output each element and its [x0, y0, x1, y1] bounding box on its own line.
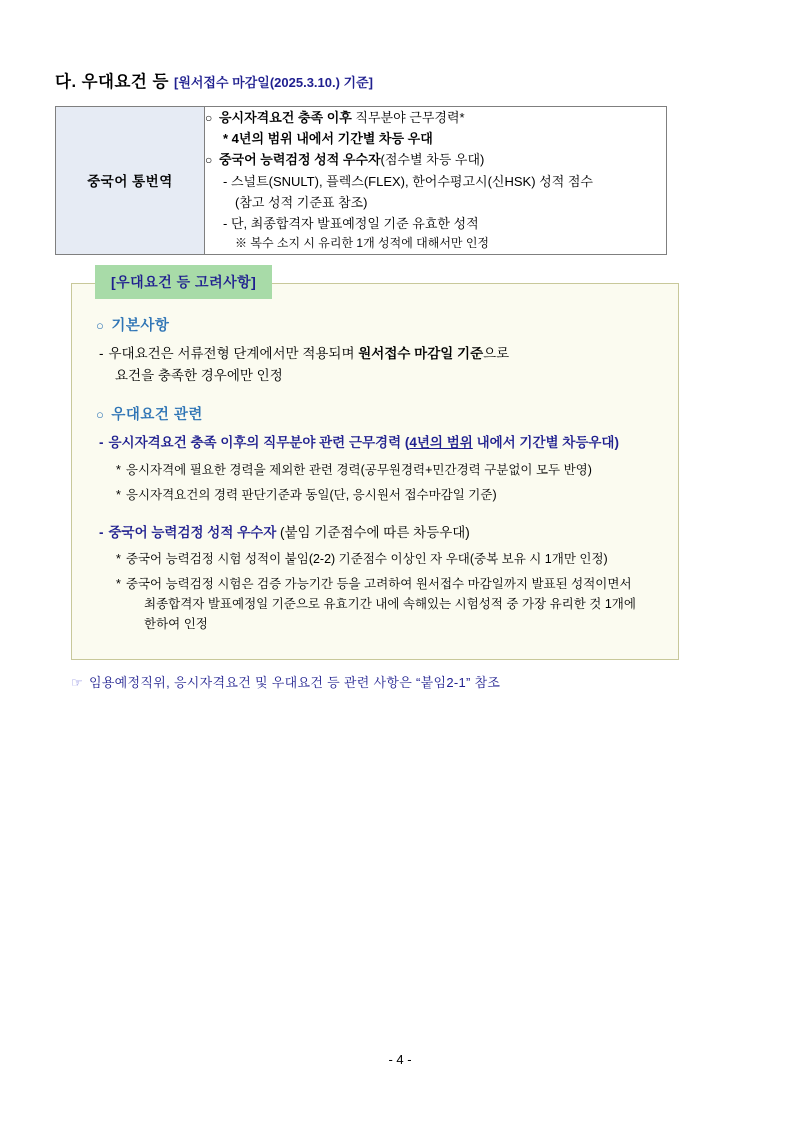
callout-section-heading-preferential: [96, 403, 658, 424]
circle-bullet-icon: ○: [96, 317, 105, 333]
item-2-title-plain: (붙임 기준점수에 따른 차등우대): [276, 524, 470, 540]
table-line-7-text: 복수 소지 시 유리한 1개 성적에 대해서만 인정: [247, 236, 490, 251]
asterisk-marker-icon: *: [116, 462, 121, 477]
item-2-note-1-text: 중국어 능력검정 시험 성적이 붙임(2-2) 기준점수 이상인 자 우대(중복 보유 시 1개만 인정): [125, 552, 608, 567]
callout-body: [71, 283, 679, 661]
table-line-2-text: * 4년의 범위 내에서 기간별 차등 우대: [223, 131, 433, 147]
asterisk-marker-icon: *: [116, 577, 121, 592]
pointing-hand-icon: ☞: [71, 675, 83, 691]
considerations-callout: [71, 273, 679, 661]
table-line-4: [205, 171, 666, 192]
preferential-item-2-note-1: [96, 549, 658, 569]
footnote: [71, 672, 695, 691]
table-line-6: [205, 213, 666, 234]
preferential-item-2-title: [96, 522, 658, 544]
basic-paragraph-pre: 우대요건은 서류전형 단계에서만 적용되며: [108, 345, 359, 361]
preferential-requirements-table: [55, 106, 667, 255]
item-1-note-1-text: 응시자격에 필요한 경력을 제외한 관련 경력(공무원경력+민간경력 구분없이 모두 반영): [125, 462, 592, 477]
callout-section-heading-basic: [96, 314, 658, 335]
circle-bullet-icon: ○: [205, 111, 213, 125]
item-2-note-2-cont-2: 한하여 인정: [144, 617, 208, 632]
dash-marker: -: [99, 435, 104, 451]
table-line-7: [205, 234, 666, 253]
circle-bullet-icon: ○: [205, 153, 213, 168]
callout-tab-label: [우대요건 등 고려사항]: [95, 265, 272, 299]
callout-basic-paragraph: [96, 343, 658, 388]
table-row: [56, 107, 667, 255]
dash-marker: -: [223, 216, 231, 232]
asterisk-marker-icon: *: [116, 487, 121, 502]
table-line-1-rest: 직무분야 근무경력*: [351, 110, 465, 125]
page-number: - 4 -: [388, 1052, 412, 1067]
section-heading: [55, 68, 695, 92]
item-1-title-underline: 4년의 범위: [409, 435, 473, 451]
callout-section-heading-preferential-label: 우대요건 관련: [111, 407, 203, 424]
item-1-title-after: 내에서 기간별 차등우대): [472, 435, 619, 451]
page-content: [55, 68, 695, 691]
section-heading-subtitle: [원서접수 마감일(2025.3.10.) 기준]: [173, 75, 373, 90]
preferential-item-1-note-1: [96, 460, 658, 480]
dash-marker: -: [99, 345, 104, 361]
table-line-3: [205, 149, 666, 170]
basic-paragraph-post: 으로: [483, 345, 510, 361]
preferential-item-1-title: [96, 432, 658, 454]
section-heading-title: 다. 우대요건 등: [55, 73, 169, 91]
table-line-5: [205, 192, 666, 213]
spacer: [96, 510, 658, 522]
item-2-note-2-text: 중국어 능력검정 시험은 검증 가능기간 등을 고려하여 원서접수 마감일까지 발표된 성적이면서: [125, 577, 632, 592]
asterisk-marker-icon: *: [116, 552, 121, 567]
table-line-2: [205, 128, 666, 149]
table-label-cell: 중국어 통번역: [56, 107, 205, 255]
table-line-6-text: 단, 최종합격자 발표예정일 기준 유효한 성적: [230, 216, 479, 232]
reference-mark-icon: ※: [235, 236, 248, 251]
callout-section-heading-basic-label: 기본사항: [111, 317, 170, 334]
item-2-note-2-cont-1: 최종합격자 발표예정일 기준으로 유효기간 내에 속해있는 시험성적 중 가장 유리한 것 1개에: [144, 597, 636, 612]
table-line-4-text: 스널트(SNULT), 플렉스(FLEX), 한어수평고시(신HSK) 성적 점수: [230, 173, 593, 189]
table-line-3-suffix: (점수별 차등 우대): [380, 152, 485, 168]
item-1-title-pre: 응시자격요건 충족 이후의 직무분야 관련 근무경력 (: [108, 435, 410, 451]
table-line-1: [205, 107, 666, 128]
preferential-item-1-note-2: [96, 485, 658, 505]
basic-paragraph-bold: 원서접수 마감일 기준: [358, 345, 484, 361]
dash-marker: -: [223, 173, 231, 189]
item-2-title-blue: 중국어 능력검정 성적 우수자: [108, 524, 277, 540]
item-1-note-2-text: 응시자격요건의 경력 판단기준과 동일(단, 응시원서 접수마감일 기준): [125, 487, 497, 502]
dash-marker: -: [99, 524, 104, 540]
circle-bullet-icon: ○: [96, 407, 105, 423]
table-line-3-bold: 중국어 능력검정 성적 우수자: [219, 152, 381, 168]
table-line-5-text: (참고 성적 기준표 참조): [235, 194, 368, 210]
basic-paragraph-line2: 요건을 충족한 경우에만 인정: [115, 367, 283, 383]
footnote-text: 임용예정직위, 응시자격요건 및 우대요건 등 관련 사항은 “붙임2-1” 참조: [88, 675, 501, 691]
preferential-item-2-note-2: [96, 574, 658, 634]
table-line-1-bold: 응시자격요건 충족 이후: [219, 110, 352, 125]
table-body-cell: [205, 107, 667, 255]
